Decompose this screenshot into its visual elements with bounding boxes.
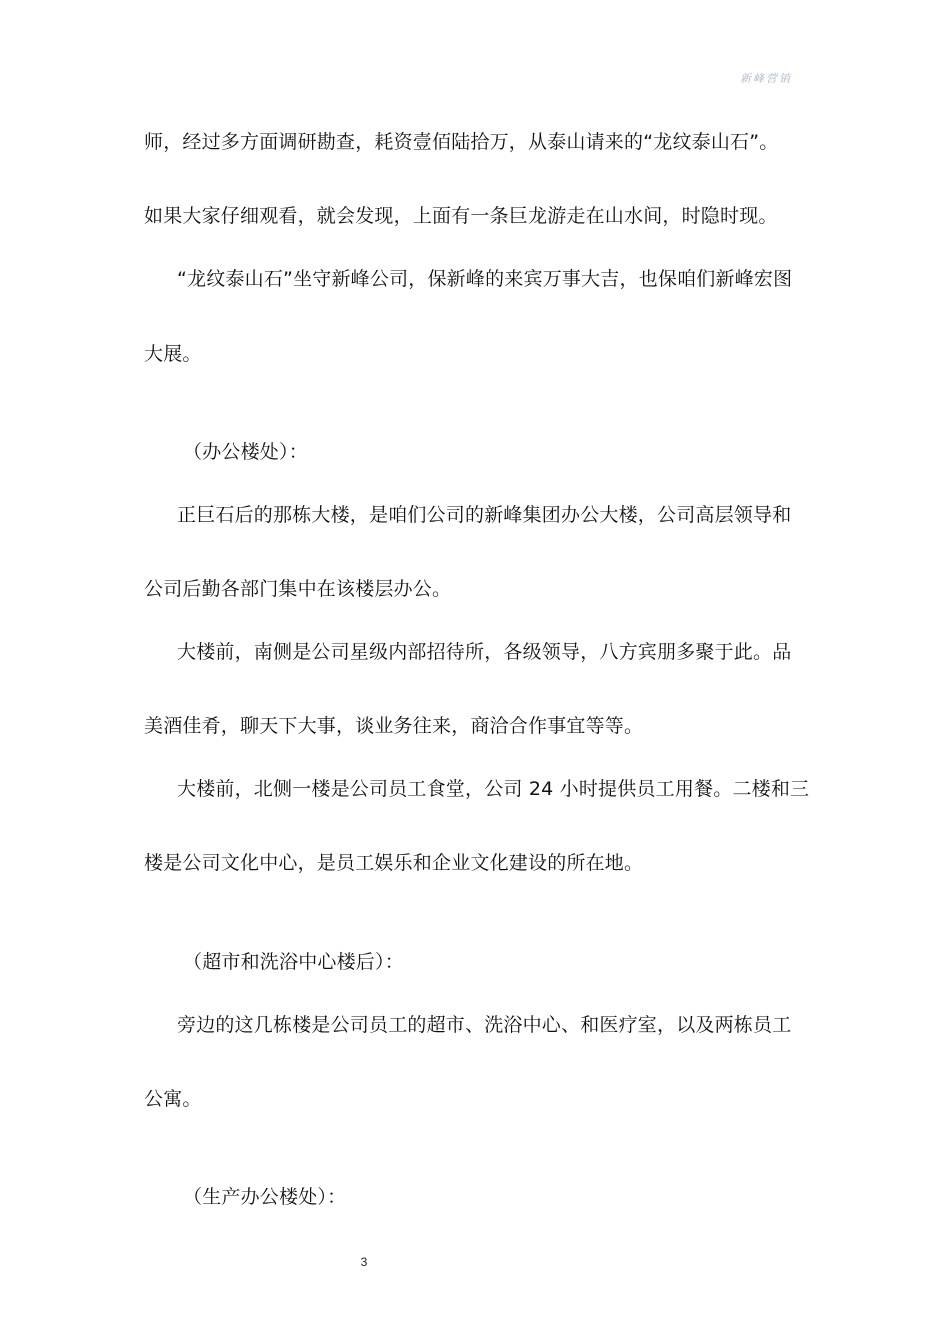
section-heading-supermarket: （超市和洗浴中心楼后）： xyxy=(183,951,404,973)
body-line-6: 正巨石后的那栋大楼，是咱们公司的新峰集团办公大楼，公司高层领导和 xyxy=(177,504,792,526)
section-heading-production: （生产办公楼处）： xyxy=(183,1186,347,1208)
page-number: 3 xyxy=(360,1255,368,1269)
section-heading-office: （办公楼处）： xyxy=(183,441,308,463)
body-line-3: “龙纹泰山石”坐守新峰公司，保新峰的来宾万事大吉，也保咱们新峰宏图 xyxy=(177,268,793,290)
body-line-4: 大展。 xyxy=(144,343,202,365)
body-line-9: 美酒佳肴，聊天下大事，谈业务往来，商洽合作事宜等等。 xyxy=(144,715,644,737)
body-line-1: 师，经过多方面调研勘查，耗资壹佰陆拾万，从泰山请来的“龙纹泰山石”。 xyxy=(144,131,779,153)
body-line-8: 大楼前，南侧是公司星级内部招待所，各级领导，八方宾朋多聚于此。品 xyxy=(177,641,792,663)
body-line-13: 旁边的这几栋楼是公司员工的超市、洗浴中心、和医疗室，以及两栋员工 xyxy=(177,1014,792,1036)
body-line-10: 大楼前，北侧一楼是公司员工食堂，公司 24 小时提供员工用餐。二楼和三 xyxy=(177,778,810,800)
body-line-2: 如果大家仔细观看，就会发现，上面有一条巨龙游走在山水间，时隐时现。 xyxy=(144,205,778,227)
body-line-14: 公寓。 xyxy=(144,1088,202,1110)
body-line-7: 公司后勤各部门集中在该楼层办公。 xyxy=(144,578,452,600)
body-line-11: 楼是公司文化中心，是员工娱乐和企业文化建设的所在地。 xyxy=(144,852,644,874)
header-watermark: 新峰营销 xyxy=(740,72,792,85)
